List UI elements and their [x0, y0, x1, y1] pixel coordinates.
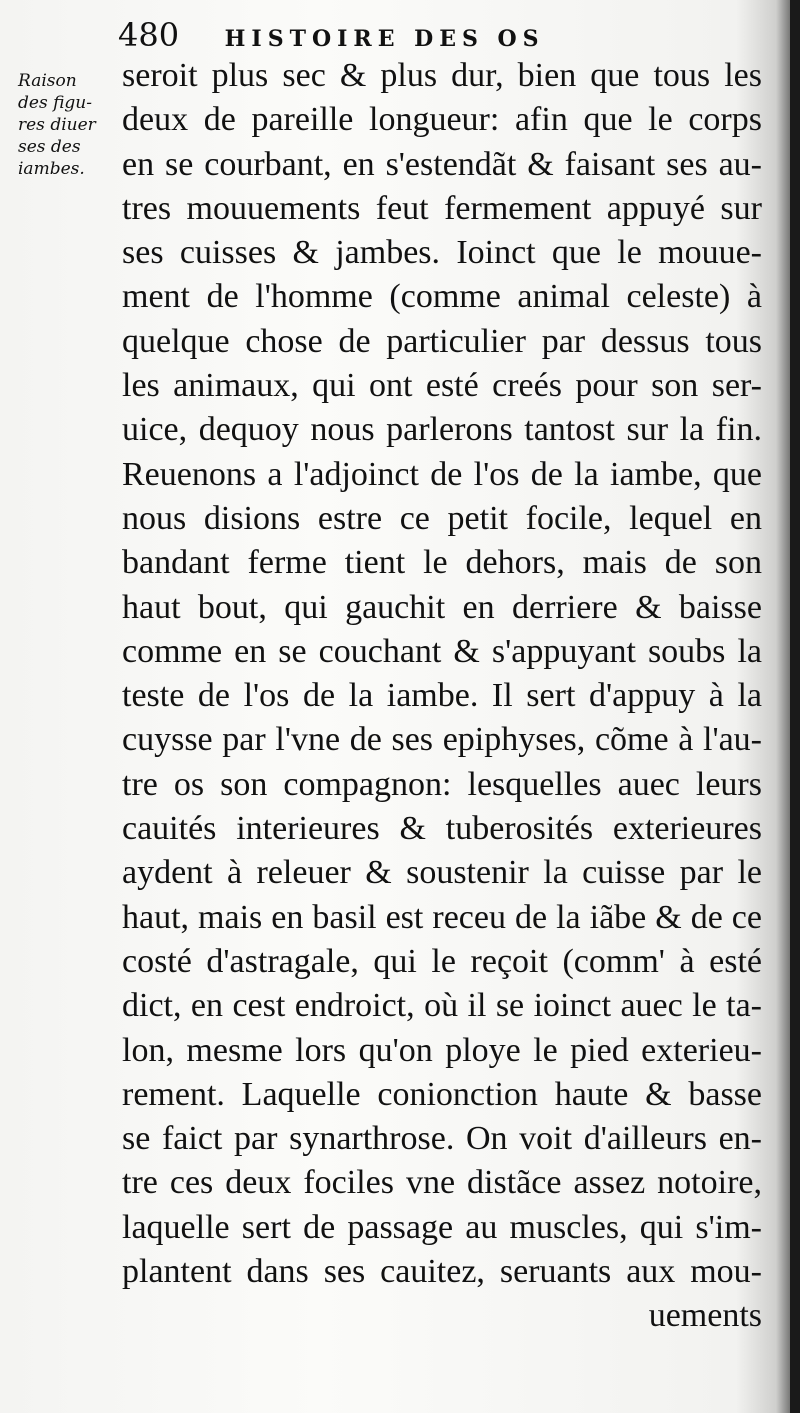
marginal-note-line: ses des — [18, 137, 81, 157]
marginal-note-line: Raison — [18, 71, 77, 91]
body-text — [122, 54, 762, 1339]
marginal-note-line: des figu- — [18, 93, 92, 113]
page-number: 480 — [118, 16, 180, 54]
text-line: deux de pareille longueur: afin que le corps — [122, 101, 762, 139]
text-line: teste de l'os de la iambe. Il sert d'appuy à la — [122, 677, 762, 715]
text-line: uice, dequoy nous parlerons tantost sur la fin. — [122, 411, 762, 449]
text-line: haut, mais en basil est receu de la iãbe & de ce — [122, 898, 762, 936]
text-line: aydent à releuer & soustenir la cuisse par le — [122, 854, 762, 892]
text-line: seroit plus sec & plus dur, bien que tous les — [122, 57, 762, 94]
catchword: uements — [648, 1297, 762, 1335]
text-line: bandant ferme tient le dehors, mais de son — [122, 544, 762, 582]
text-line: costé d'astragale, qui le reçoit (comm' à esté — [122, 942, 762, 980]
text-line: cuysse par l'vne de ses epiphyses, cõme à l'au- — [122, 721, 762, 759]
text-line: rement. Laquelle conionction haute & basse — [122, 1075, 762, 1113]
text-line: tre os son compagnon: lesquelles auec leurs — [122, 765, 762, 803]
text-line: lon, mesme lors qu'on ploye le pied exterieu- — [122, 1031, 762, 1069]
text-line: les animaux, qui ont esté creés pour son ser- — [122, 367, 762, 405]
text-line: haut bout, qui gauchit en derriere & baisse — [122, 588, 762, 626]
text-line: Reuenons a l'adjoinct de l'os de la iambe, que — [122, 455, 762, 493]
text-line: cauités interieures & tuberosités exterieures — [122, 810, 762, 848]
marginal-note — [18, 70, 130, 180]
text-line: laquelle sert de passage au muscles, qui s'im- — [122, 1208, 762, 1246]
running-title: HISTOIRE DES OS — [224, 26, 545, 52]
text-line: dict, en cest endroict, où il se ioinct auec le ta- — [122, 987, 762, 1025]
text-line: en se courbant, en s'estendãt & faisant ses au- — [122, 145, 762, 183]
text-line: se faict par synarthrose. On voit d'ailleurs en- — [122, 1120, 762, 1158]
text-line: quelque chose de particulier par dessus tous — [122, 322, 762, 360]
marginal-note-line: res diuer — [18, 115, 96, 135]
page-header — [118, 16, 545, 54]
text-line: comme en se couchant & s'appuyant soubs la — [122, 632, 762, 670]
text-line: ment de l'homme (comme animal celeste) à — [122, 278, 762, 316]
text-line: plantent dans ses cauitez, seruants aux mou- — [122, 1253, 762, 1291]
text-line: tre ces deux fociles vne distãce assez notoire, — [122, 1164, 762, 1202]
text-line: nous disions estre ce petit focile, lequel en — [122, 499, 762, 537]
text-line: ses cuisses & jambes. Ioinct que le mouue- — [122, 234, 762, 272]
marginal-note-line: iambes. — [18, 159, 85, 179]
text-line: tres mouuements feut fermement appuyé sur — [122, 189, 762, 227]
page-edge-shadow — [790, 0, 800, 1413]
